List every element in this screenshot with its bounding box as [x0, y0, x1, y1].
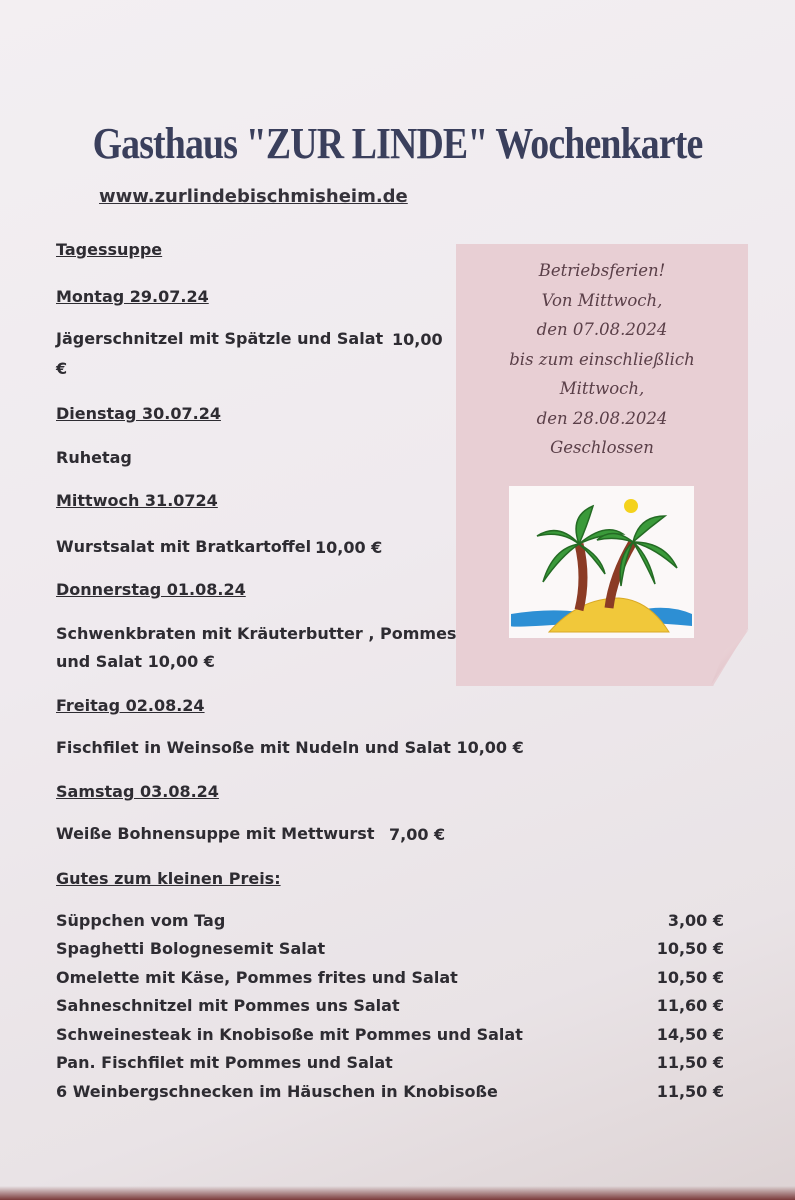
- day-heading-friday: Freitag 02.08.24: [56, 696, 205, 715]
- dish-name: Omelette mit Käse, Pommes frites und Salat: [56, 967, 458, 987]
- list-item: [56, 963, 724, 992]
- dish-name: Spaghetti Bolognesemit Salat: [56, 939, 326, 959]
- palm-island-icon: [509, 486, 694, 638]
- note-line: den 07.08.2024: [536, 320, 668, 339]
- dish-price: 10,50 €: [656, 967, 724, 987]
- list-item: [56, 1049, 724, 1078]
- list-item: [56, 935, 724, 964]
- note-line: Von Mittwoch,: [541, 290, 663, 310]
- dish-price: 14,50 €: [656, 1024, 724, 1044]
- list-item: [56, 1077, 724, 1106]
- dish-name: Schweinesteak in Knobisoße mit Pommes und Salat: [56, 1024, 523, 1044]
- dish-price: 11,50 €: [656, 1081, 724, 1101]
- price-wednesday: 10,00 €: [315, 538, 383, 557]
- page-bottom-edge: [0, 1186, 795, 1200]
- dish-saturday: Weiße Bohnensuppe mit Mettwurst: [56, 824, 375, 843]
- day-heading-monday: Montag 29.07.24: [56, 287, 209, 306]
- list-item: [56, 906, 724, 935]
- dish-price: 11,60 €: [656, 996, 724, 1016]
- note-line: bis zum einschließlich: [509, 349, 695, 369]
- price-monday: 10,00: [392, 330, 443, 349]
- day-heading-wednesday: Mittwoch 31.0724: [56, 491, 218, 510]
- dish-tuesday: Ruhetag: [56, 448, 132, 467]
- dish-wednesday: Wurstsalat mit Bratkartoffel: [56, 537, 312, 556]
- note-line: Geschlossen: [550, 438, 654, 457]
- note-line: Betriebsferien!: [538, 261, 666, 280]
- dish-price: 11,50 €: [656, 1053, 724, 1073]
- price-saturday: 7,00 €: [389, 825, 446, 844]
- website-link[interactable]: www.zurlindebischmisheim.de: [99, 186, 408, 207]
- holiday-note-text: [466, 256, 738, 463]
- dish-name: 6 Weinbergschnecken im Häuschen in Knobisoße: [56, 1081, 498, 1101]
- dish-price: 3,00 €: [667, 910, 724, 930]
- day-heading-tuesday: Dienstag 30.07.24: [56, 404, 221, 423]
- day-heading-saturday: Samstag 03.08.24: [56, 782, 219, 801]
- dish-name: Sahneschnitzel mit Pommes uns Salat: [56, 996, 400, 1016]
- list-item: [56, 992, 724, 1021]
- dish-name: Pan. Fischfilet mit Pommes und Salat: [56, 1053, 393, 1073]
- dish-price: 10,50 €: [656, 939, 724, 959]
- cheap-heading: Gutes zum kleinen Preis:: [56, 869, 281, 888]
- cheap-dishes-list: [56, 906, 724, 1106]
- dish-friday: Fischfilet in Weinsoße mit Nudeln und Salat 10,00 €: [56, 738, 524, 757]
- note-line: den 28.08.2024: [536, 408, 668, 428]
- dish-name: Süppchen vom Tag: [56, 910, 226, 930]
- dish-thursday-line1: Schwenkbraten mit Kräuterbutter , Pommes: [56, 624, 457, 643]
- day-heading-thursday: Donnerstag 01.08.24: [56, 580, 246, 599]
- soup-heading: Tagessuppe: [56, 240, 163, 259]
- note-line: Mittwoch,: [559, 379, 645, 398]
- list-item: [56, 1020, 724, 1049]
- menu-title: Gasthaus "ZUR LINDE" Wochenkarte: [92, 119, 703, 168]
- price-monday-currency: €: [56, 359, 68, 378]
- dish-monday: Jägerschnitzel mit Spätzle und Salat: [56, 329, 384, 348]
- dish-thursday-line2: und Salat 10,00 €: [56, 652, 215, 671]
